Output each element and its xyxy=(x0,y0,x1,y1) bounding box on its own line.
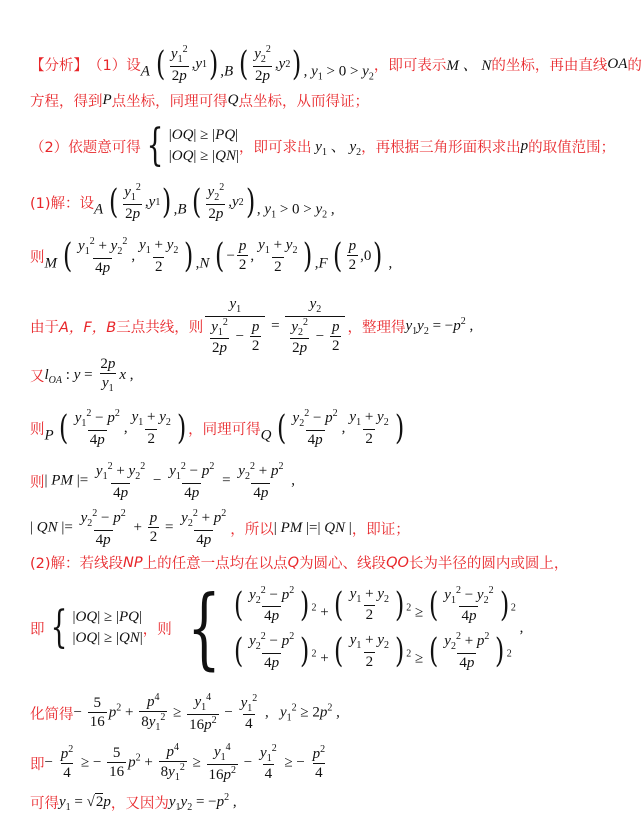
solution-1-setup: (1)解：设 A ( $\frac{y_1^2}{2p}$ , y 1 ) ,B ( $\frac{y_2^2}{2p}$ , y 2 ) , $y_1 > 0 > y_2$ , xyxy=(30,182,335,223)
analysis-line-3: （2）依题意可得 { |OQ| ≥ |PQ| |OQ| ≥ |QN| ，即可求出 $y_1$ 、 $y_2$ ，再根据三角形面积求出 p 的取值范围； xyxy=(30,120,616,171)
solution-1-line-OA: 又 $l_{OA}$ : y = $\frac{2p}{y_1}$ x , xyxy=(30,356,134,395)
solution-2-system: 即 { |OQ| ≥ |PQ| |OQ| ≥ |QN| ， 则 { ( $\frac{y_2^2 - p^2}{4p}$ ) $^2$ + ( $\frac{y_1 + y_2}{2}$ ) $^2$ ≥ ( $\frac{y_1^2 - y_2^2}{4p}$ ) $^2$ ( $\frac{y_2^2 - p^2}{4p}$ ) $^2$ + ( $\frac{y_1 + y_2}{2}$ ) $^2$ ≥ ( $\frac{y_2^2 + p^2}{4p}$ ) $^2$ , xyxy=(30,576,524,679)
solution-1-QN: | QN |= $\frac{y_2^2 - p^2}{4p}$ + $\frac{p}{2}$ = $\frac{y_2^2 + p^2}{4p}$ ，所以 | PM |=| QN | ，即证； xyxy=(30,508,410,548)
solution-2-intro: (2)解：若线段 NP 上的任意一点均在以点 Q 为圆心、线段 QO 长为半径的圆内或圆上， xyxy=(30,554,569,572)
solution-1-collinear: 由于 A，F，B 三点共线，则 $y_1$ $\frac{y_1^2}{2p}$ − $\frac{p}{2}$ = $y_2$ $\frac{y_2^2}{2p}$ − $\frac{p}{2}$ ，整理得 $y_1y_2 = -p^2$ , xyxy=(30,296,474,356)
analysis-line-1: 【分析】 （1）设 A ( $\frac{y_1^2}{2p}$ , y 1 ) ,B ( $\frac{y_2^2}{2p}$ , y 2 ) , $y_1 > 0 > y_2$ ，即可表示 M 、 N 的坐标，再由直线 OA 的 xyxy=(30,44,642,85)
solution-1-points: 则 M ( $\frac{y_1^2 + y_2^2}{4p}$ , $\frac{y_1 + y_2}{2}$ ) ,N ( − $\frac{p}{2}$ , $\frac{y_1 + y_2}{2}$ ) ,F ( $\frac{p}{2}$ ,0 ) , xyxy=(30,236,393,277)
solution-1-P-Q: 则 P ( $\frac{y_1^2 - p^2}{4p}$ , $\frac{y_1 + y_2}{2}$ ) ，同理可得 Q ( $\frac{y_2^2 - p^2}{4p}$ , $\frac{y_1 + y_2}{2}$ ) xyxy=(30,408,404,449)
solution-2-simplify: 化简得 − $\frac{5}{16}$ $p^2$ + $\frac{p^4}{8y_1^2}$ ≥ $\frac{y_1^4}{16p^2}$ − $\frac{y_1^2}{4}$ , $y_1^2 \ge 2p^2$ , xyxy=(30,692,340,734)
condition-system: { |OQ| ≥ |PQ| |OQ| ≥ |QN| xyxy=(146,120,240,171)
analysis-line-2: 方程，得到 P 点坐标，同理可得 Q 点坐标，从而得证； xyxy=(30,92,370,110)
solution-2-chain: 即 − $\frac{p^2}{4}$ ≥ − $\frac{5}{16}$ $p^2$ + $\frac{p^4}{8y_1^2}$ ≥ $\frac{y_1^4}{16p^2}$ − $\frac{y_1^2}{4}$ ≥ − $\frac{p^2}{4}$ xyxy=(30,742,326,784)
solution-1-PM: 则 | PM |= $\frac{y_1^2 + y_2^2}{4p}$ − $\frac{y_1^2 - p^2}{4p}$ = $\frac{y_2^2 + p^2}{4p}$ , xyxy=(30,461,295,501)
point-A-def: A ( $\frac{y_1^2}{2p}$ , y 1 ) ,B ( $\frac{y_2^2}{2p}$ , y 2 ) , $y_1 > 0 > y_2$ xyxy=(140,44,374,85)
solution-2-result: 可得 $y_1 = √2p$ ，又因为 $y_1y_2 = -p^2$ , xyxy=(30,792,237,813)
analysis-tag: 【分析】 xyxy=(30,57,88,74)
